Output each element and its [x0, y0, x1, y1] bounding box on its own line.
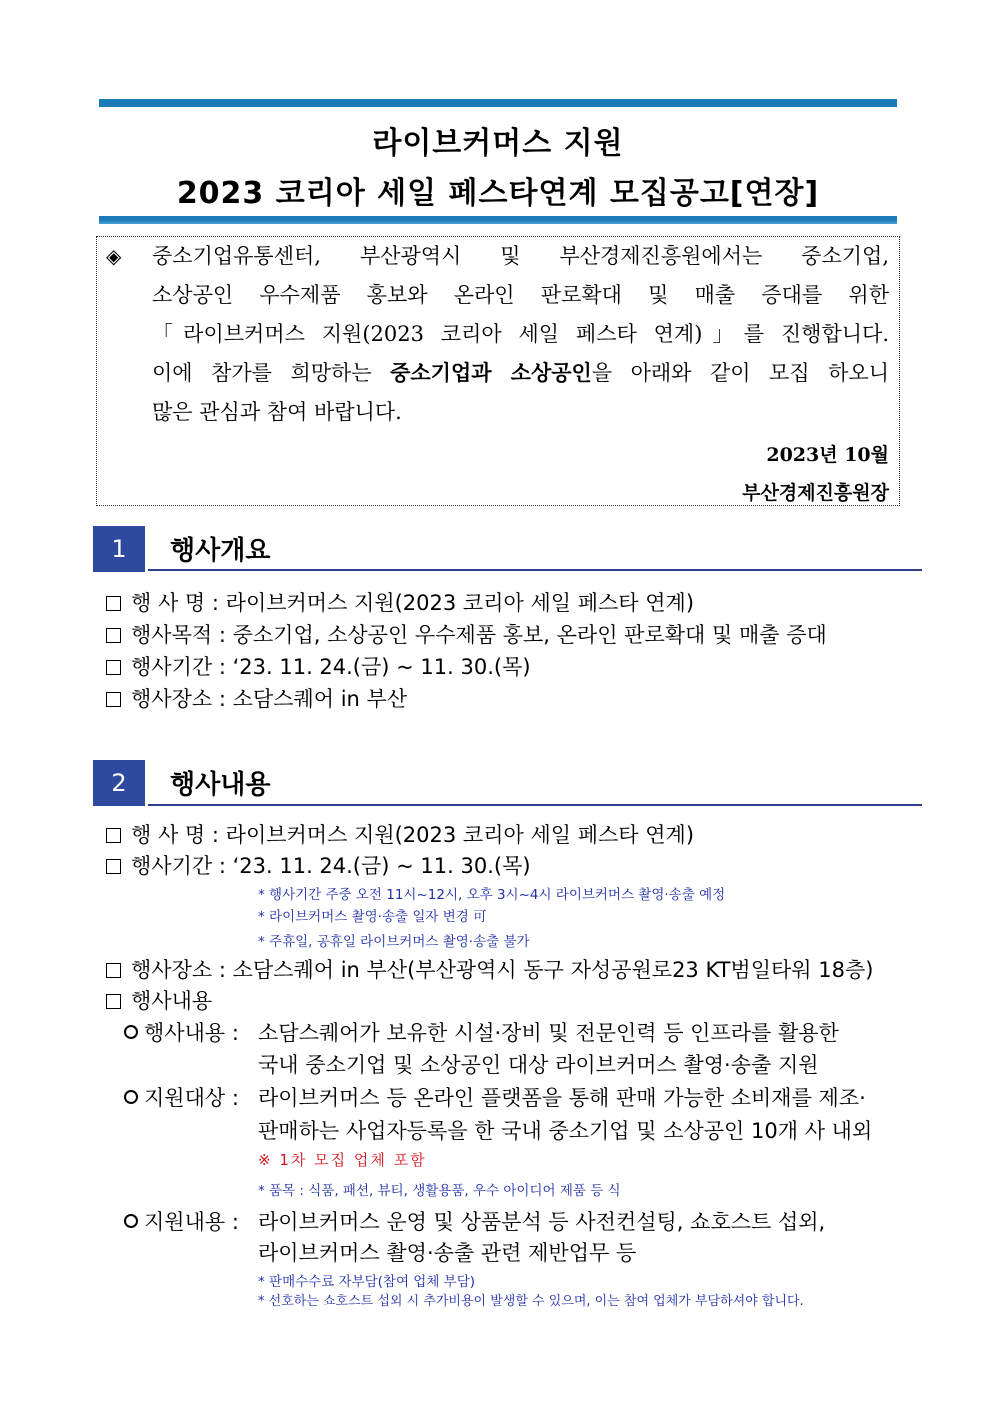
s1-row-period-label: 행사기간 :	[131, 655, 226, 679]
period-note-2: * 라이브커머스 촬영·송출 일자 변경 可	[258, 909, 487, 925]
section-2-title: 행사내용	[170, 770, 271, 800]
checkbox-square-icon	[106, 859, 121, 874]
section-1-rule	[148, 569, 922, 571]
notice-date: 2023년 10월	[766, 444, 889, 466]
item-content-line-2: 국내 중소기업 및 소상공인 대상 라이브커머스 촬영·송출 지원	[258, 1053, 819, 1077]
support-note-1: * 판매수수료 자부담(참여 업체 부담)	[258, 1274, 476, 1290]
s2-row-period	[106, 850, 531, 880]
target-red-note: ※ 1차 모집 업체 포함	[258, 1151, 427, 1169]
s1-row-name	[106, 587, 694, 617]
page-title-line2: 2023 코리아 세일 페스타연계 모집공고[연장]	[176, 176, 820, 211]
item-support-label: 지원내용 :	[144, 1210, 239, 1234]
notice-line-4	[152, 357, 889, 387]
s1-row-purpose	[106, 619, 827, 649]
item-support-line-1: 라이브커머스 운영 및 상품분석 등 사전컨설팅, 쇼호스트 섭외,	[258, 1210, 826, 1234]
s1-row-venue-label: 행사장소 :	[131, 687, 226, 711]
notice-line-1: 중소기업유통센터, 부산광역시 및 부산경제진흥원에서는 중소기업,	[152, 244, 889, 268]
item-target-line-1: 라이브커머스 등 온라인 플랫폼을 통해 판매 가능한 소비재를 제조·	[258, 1086, 866, 1110]
notice-line-5: 많은 관심과 참여 바랍니다.	[152, 400, 402, 424]
s1-row-venue	[106, 683, 407, 713]
item-content-label: 행사내용 :	[144, 1021, 239, 1045]
section-2-number: 2	[93, 760, 145, 806]
s1-row-name-value: 라이브커머스 지원(2023 코리아 세일 페스타 연계)	[225, 591, 695, 615]
period-note-3: * 주휴일, 공휴일 라이브커머스 촬영·송출 불가	[258, 934, 530, 950]
item-target	[124, 1082, 239, 1112]
circle-bullet-icon	[124, 1214, 138, 1228]
notice-line-4-post: 을 아래와 같이 모집 하오니	[591, 361, 889, 385]
checkbox-square-icon	[106, 596, 121, 611]
section-1-title: 행사개요	[170, 536, 271, 566]
s1-row-venue-value: 소담스퀘어 in 부산	[232, 687, 408, 711]
support-note-2: * 선호하는 쇼호스트 섭외 시 추가비용이 발생할 수 있으며, 이는 참여 업체가 부담하셔야 합니다.	[258, 1294, 804, 1309]
item-target-line-2: 판매하는 사업자등록을 한 국내 중소기업 및 소상공인 10개 사 내외	[258, 1119, 873, 1143]
circle-bullet-icon	[124, 1090, 138, 1104]
s1-row-purpose-value: 중소기업, 소상공인 우수제품 홍보, 온라인 판로확대 및 매출 증대	[232, 623, 827, 647]
s2-row-venue-label: 행사장소 :	[131, 958, 226, 982]
title-top-bar	[99, 99, 897, 107]
checkbox-square-icon	[106, 963, 121, 978]
item-content-line-1: 소담스퀘어가 보유한 시설·장비 및 전문인력 등 인프라를 활용한	[258, 1021, 839, 1045]
s1-row-period-value: ‘23. 11. 24.(금) ~ 11. 30.(목)	[232, 655, 531, 679]
s2-row-venue	[106, 954, 873, 984]
target-note: * 품목 : 식품, 패션, 뷰티, 생활용품, 우수 아이디어 제품 등 식	[258, 1183, 621, 1199]
item-support-line-2: 라이브커머스 촬영·송출 관련 제반업무 등	[258, 1241, 637, 1265]
checkbox-square-icon	[106, 660, 121, 675]
s2-row-name	[106, 819, 694, 849]
s2-row-venue-value: 소담스퀘어 in 부산(부산광역시 동구 자성공원로23 KT범일타워 18층)	[232, 958, 874, 982]
notice-line-4-bold: 중소기업과 소상공인	[390, 360, 592, 385]
item-target-label: 지원대상 :	[144, 1086, 239, 1110]
s1-row-period	[106, 651, 531, 681]
item-support	[124, 1206, 239, 1236]
notice-line-4-pre: 이에 참가를 희망하는	[152, 361, 391, 385]
notice-line-3: 「라이브커머스 지원(2023 코리아 세일 페스타 연계)」를 진행합니다.	[152, 322, 889, 346]
page-title-line1: 라이브커머스 지원	[372, 126, 624, 161]
circle-bullet-icon	[124, 1025, 138, 1039]
s2-row-content-label: 행사내용	[131, 989, 213, 1013]
s1-row-name-label: 행 사 명 :	[131, 591, 219, 615]
notice-signer: 부산경제진흥원장	[742, 482, 889, 504]
s2-row-period-value: ‘23. 11. 24.(금) ~ 11. 30.(목)	[232, 854, 531, 878]
checkbox-square-icon	[106, 692, 121, 707]
s2-row-period-label: 행사기간 :	[131, 854, 226, 878]
title-bottom-bar	[99, 216, 897, 224]
s2-row-content	[106, 985, 212, 1015]
checkbox-square-icon	[106, 994, 121, 1009]
diamond-bullet-icon: ◈	[106, 244, 122, 268]
section-1-number: 1	[93, 526, 145, 572]
period-note-1: * 행사기간 주중 오전 11시~12시, 오후 3시~4시 라이브커머스 촬영·송출 예정	[258, 887, 726, 903]
s1-row-purpose-label: 행사목적 :	[131, 623, 226, 647]
checkbox-square-icon	[106, 828, 121, 843]
s2-row-name-value: 라이브커머스 지원(2023 코리아 세일 페스타 연계)	[225, 823, 695, 847]
notice-line-2: 소상공인 우수제품 홍보와 온라인 판로확대 및 매출 증대를 위한	[152, 283, 889, 307]
section-2-rule	[148, 804, 922, 806]
checkbox-square-icon	[106, 628, 121, 643]
item-content	[124, 1017, 239, 1047]
s2-row-name-label: 행 사 명 :	[131, 823, 219, 847]
